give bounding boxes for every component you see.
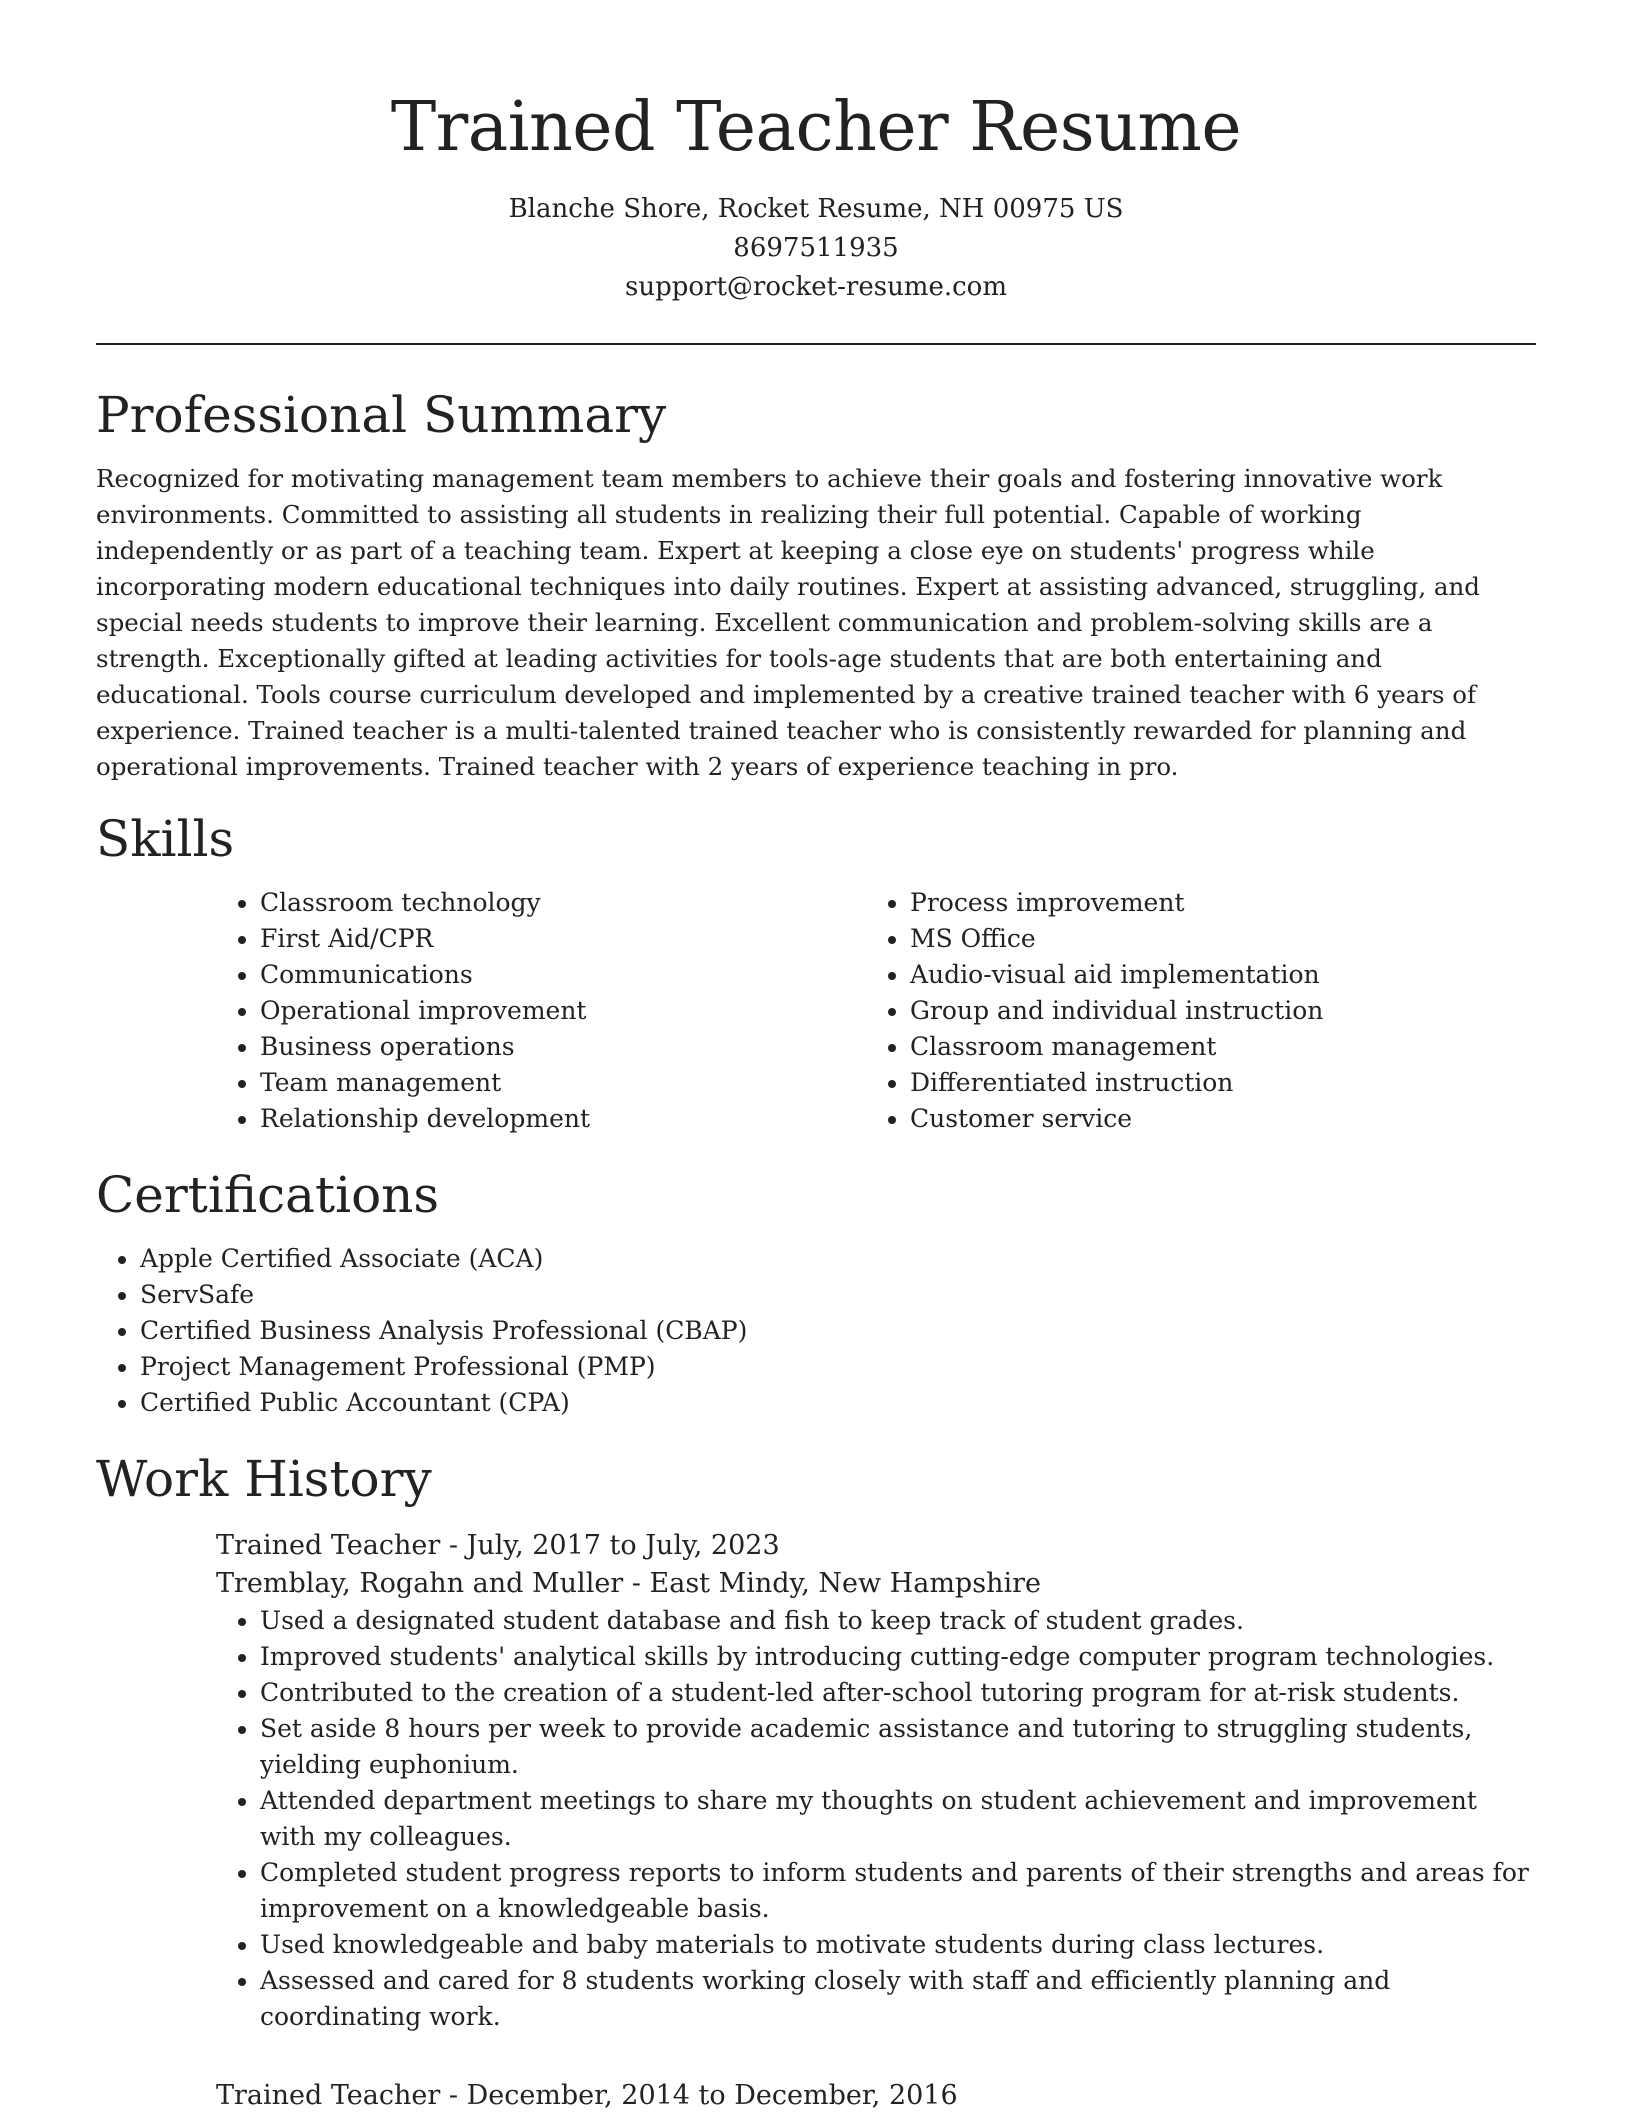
summary-heading: Professional Summary — [96, 386, 667, 444]
certification-item: • Certified Public Accountant (CPA) — [140, 1385, 1536, 1421]
skills-column-left — [216, 885, 866, 1137]
contact-email: support@rocket-resume.com — [624, 272, 1007, 302]
header-divider — [96, 343, 1536, 345]
skills-section — [96, 807, 1536, 1137]
skill-item: • MS Office — [910, 921, 1516, 957]
skill-item: • Operational improvement — [260, 993, 866, 1029]
skill-item: • Relationship development — [260, 1101, 866, 1137]
job-company-line — [216, 1565, 1536, 1603]
job-title-line — [216, 2077, 1536, 2115]
certifications-section — [96, 1163, 1536, 1421]
resume-header — [96, 0, 1536, 307]
job-entry — [216, 1527, 1536, 2035]
summary-section — [96, 383, 1536, 785]
job-duty-item: • Contributed to the creation of a student-led after-school tutoring program for at-risk students. — [260, 1675, 1536, 1711]
job-duty-item: • Set aside 8 hours per week to provide academic assistance and tutoring to struggling students, yielding euphonium. — [260, 1711, 1536, 1783]
work-history-heading: Work History — [96, 1450, 432, 1508]
skill-item: • Customer service — [910, 1101, 1516, 1137]
skills-heading: Skills — [96, 810, 235, 868]
job-location: - East Mindy, New Hampshire — [623, 1568, 1041, 1599]
work-history-section — [96, 1447, 1536, 2115]
job-dates: - July, 2017 to July, 2023 — [440, 1530, 780, 1561]
skill-item: • Classroom technology — [260, 885, 866, 921]
job-company: Tremblay, Rogahn and Muller — [216, 1568, 624, 1599]
skill-item: • Process improvement — [910, 885, 1516, 921]
skills-column-right — [866, 885, 1516, 1137]
contact-info — [96, 190, 1536, 307]
summary-text: Recognized for motivating management team members to achieve their goals and fostering innovative work environments. Committed to assisting all students in realizing their full potential. Capable of working independently or as part of a teaching team. Expert at keeping a close eye on students' progress while incorporating modern educational techniques into daily routines. Expert at assisting advanced, struggling, and special needs students to improve their learning. Excellent communication and problem-solving skills are a strength. Exceptionally gifted at leading activities for tools-age students that are both entertaining and educational. Tools course curriculum developed and implemented by a creative trained teacher with 6 years of experience. Trained teacher is a multi-talented trained teacher who is consistently rewarded for planning and operational improvements. Trained teacher with 2 years of experience teaching in pro. — [96, 464, 1480, 781]
certification-item: • Certified Business Analysis Professional (CBAP) — [140, 1313, 1536, 1349]
certification-item: • Apple Certified Associate (ACA) — [140, 1241, 1536, 1277]
job-duty-item: • Improved students' analytical skills by introducing cutting-edge computer program technologies. — [260, 1639, 1536, 1675]
job-duty-item: • Completed student progress reports to inform students and parents of their strengths and areas for improvement on a knowledgeable basis. — [260, 1855, 1536, 1927]
skill-item: • Classroom management — [910, 1029, 1516, 1065]
job-title: Trained Teacher — [216, 1530, 441, 1561]
job-entry — [216, 2077, 1536, 2115]
skill-item: • Group and individual instruction — [910, 993, 1516, 1029]
skill-item: • Team management — [260, 1065, 866, 1101]
job-title: Trained Teacher — [216, 2080, 441, 2111]
skill-item: • Business operations — [260, 1029, 866, 1065]
job-dates: - December, 2014 to December, 2016 — [440, 2080, 958, 2111]
certifications-heading: Certifications — [96, 1166, 440, 1224]
job-duty-item: • Used knowledgeable and baby materials to motivate students during class lectures. — [260, 1927, 1536, 1963]
certification-item: • ServSafe — [140, 1277, 1536, 1313]
skill-item: • Audio-visual aid implementation — [910, 957, 1516, 993]
skill-item: • Communications — [260, 957, 866, 993]
skill-item: • Differentiated instruction — [910, 1065, 1516, 1101]
job-duty-item: • Assessed and cared for 8 students working closely with staff and efficiently planning and coordinating work. — [260, 1963, 1536, 2035]
job-title-line — [216, 1527, 1536, 1565]
certifications-list — [96, 1241, 1536, 1421]
job-duties-list — [216, 1603, 1536, 2035]
job-duty-item: • Attended department meetings to share my thoughts on student achievement and improvement with my colleagues. — [260, 1783, 1536, 1855]
skill-item: • First Aid/CPR — [260, 921, 866, 957]
certification-item: • Project Management Professional (PMP) — [140, 1349, 1536, 1385]
skills-list — [216, 885, 1536, 1137]
job-duty-item: • Used a designated student database and fish to keep track of student grades. — [260, 1603, 1536, 1639]
page-title: Trained Teacher Resume — [390, 88, 1242, 167]
contact-phone: 8697511935 — [733, 233, 899, 263]
contact-address: Blanche Shore, Rocket Resume, NH 00975 US — [508, 194, 1124, 224]
resume-page — [96, 0, 1536, 2115]
